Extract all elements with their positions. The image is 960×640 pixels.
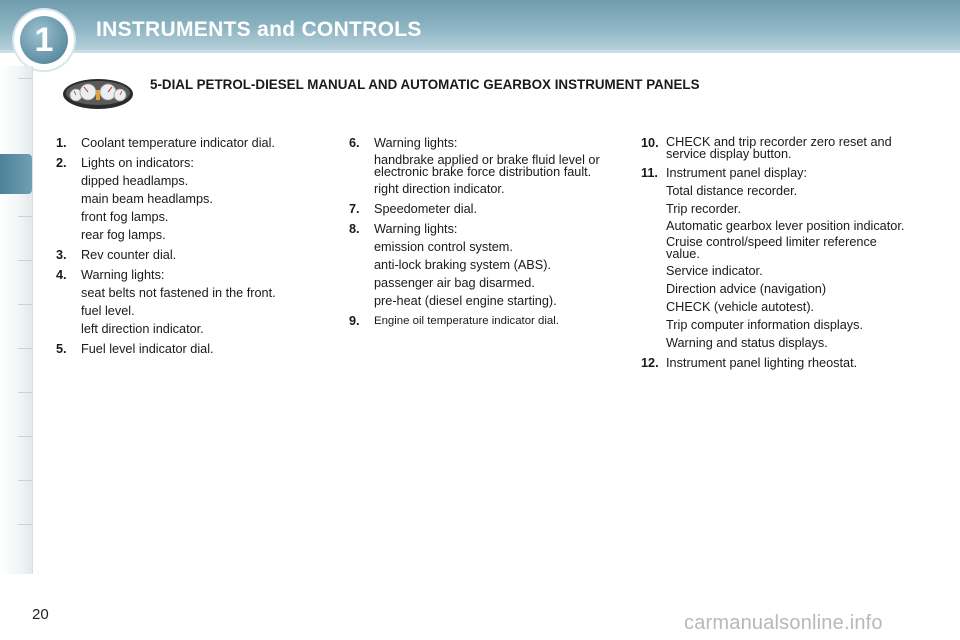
list-item: 4. Warning lights: seat belts not fastened in the front. fuel level. left direction indicator. <box>56 268 276 336</box>
tab-separator <box>18 78 32 79</box>
tab-separator <box>18 524 32 525</box>
list-item: 7. Speedometer dial. <box>349 202 477 216</box>
watermark: carmanualsonline.info <box>684 612 883 634</box>
page-number: 20 <box>32 606 49 623</box>
column-right <box>641 136 911 376</box>
list-item: 3. Rev counter dial. <box>56 248 177 262</box>
list-item: 12. Instrument panel lighting rheostat. <box>641 356 858 370</box>
instrument-panel-icon <box>62 76 134 110</box>
list-item: 6. Warning lights: handbrake applied or brake fluid level or electronic brake force distribution fault. right direction indicator. <box>349 136 600 196</box>
tab-separator <box>18 480 32 481</box>
tab-separator <box>18 216 32 217</box>
header-divider <box>0 50 960 53</box>
list-item: 11. Instrument panel display: Total distance recorder. Trip recorder. Automatic gearbox lever position indicator. Cruise control/speed limiter reference value. Service indicator. Direction advice (navigation) CHECK (vehicle autotest). Trip computer information displays. Warning and status displays. <box>641 166 905 350</box>
tab-separator <box>18 348 32 349</box>
list-item: 9. Engine oil temperature indicator dial. <box>349 314 559 328</box>
column-middle <box>349 136 619 334</box>
list-item: 8. Warning lights: emission control system. anti-lock braking system (ABS). passenger air bag disarmed. pre-heat (diesel engine starting). <box>349 222 557 308</box>
tab-separator <box>18 436 32 437</box>
active-chapter-tab[interactable] <box>0 154 32 194</box>
column-left <box>56 136 336 362</box>
tab-separator <box>18 304 32 305</box>
chapter-title: INSTRUMENTS and CONTROLS <box>96 18 422 41</box>
chapter-tab-strip <box>0 66 33 574</box>
tab-separator <box>18 260 32 261</box>
chapter-badge <box>14 10 74 70</box>
chapter-number: 1 <box>20 16 68 64</box>
list-item: 2. Lights on indicators: dipped headlamps. main beam headlamps. front fog lamps. rear fog lamps. <box>56 156 213 242</box>
list-item: 5. Fuel level indicator dial. <box>56 342 214 356</box>
section-title: 5-DIAL PETROL-DIESEL MANUAL AND AUTOMATIC GEARBOX INSTRUMENT PANELS <box>150 77 700 92</box>
list-item: 1. Coolant temperature indicator dial. <box>56 136 275 150</box>
tab-separator <box>18 392 32 393</box>
list-item: 10. CHECK and trip recorder zero reset and service display button. <box>641 135 892 161</box>
